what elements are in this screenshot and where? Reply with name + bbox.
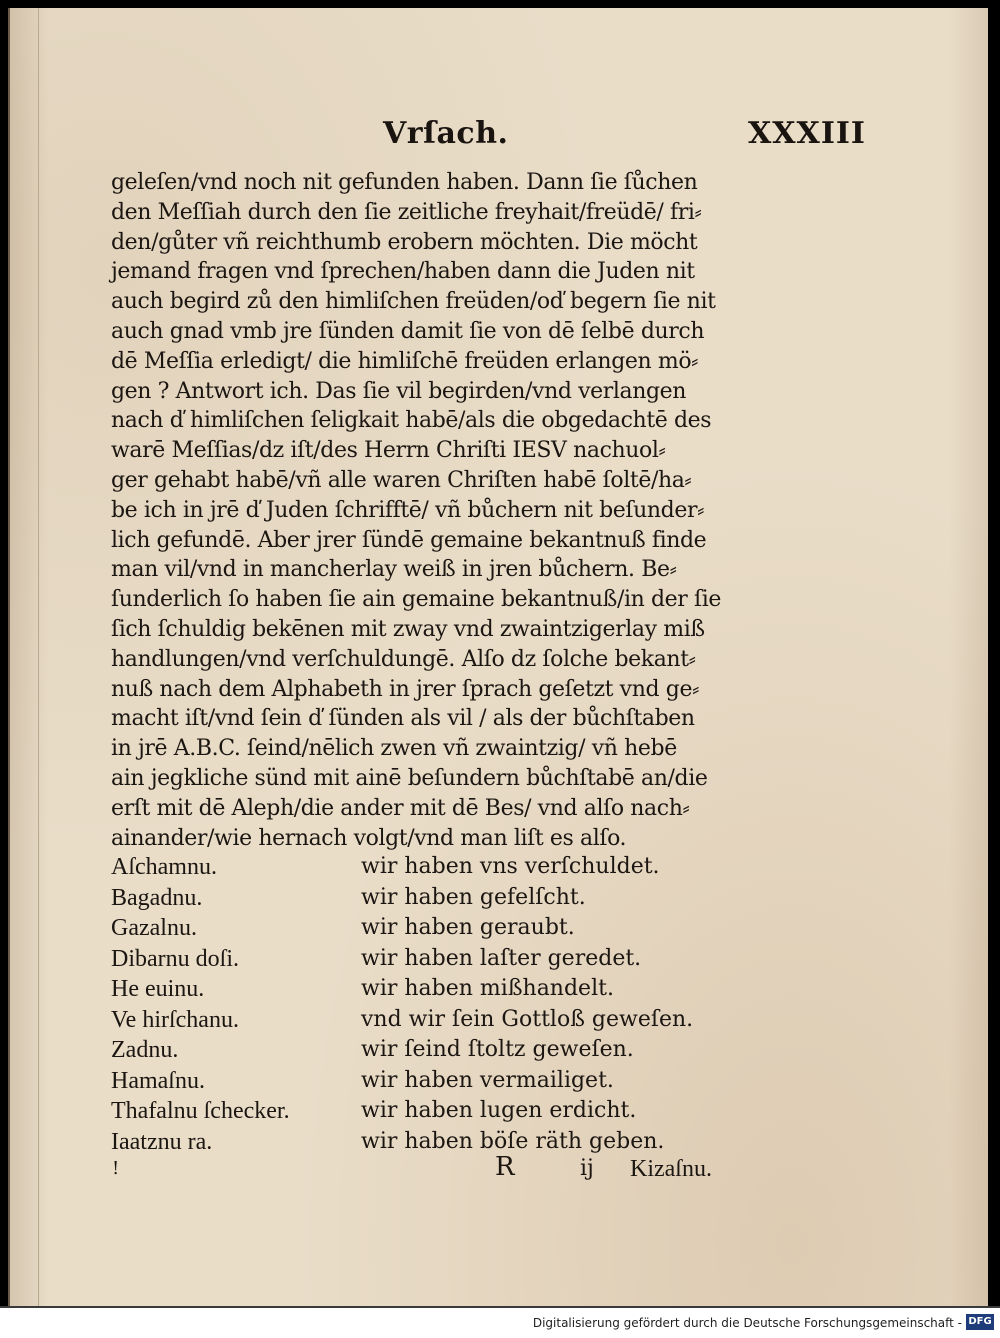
text-line: nach ď himliſchen ſeligkait habē/als die obgedachtē des — [111, 408, 712, 434]
text-line: den/gůter vñ reichthumb erobern möchten. Die möcht — [111, 229, 698, 255]
german-translation: wir haben mißhandelt. — [361, 976, 614, 1001]
gutter-line — [38, 8, 39, 1308]
body-text — [111, 168, 771, 853]
hebrew-term: Ve hirſchanu. — [111, 1006, 239, 1033]
text-line: be ich in jrē ď Juden ſchrifftē/ vñ bůchern nit beſunder⸗ — [111, 497, 705, 523]
confession-row — [111, 1035, 751, 1066]
text-line: auch begird zů den himliſchen freüden/oď begern ſie nit — [111, 289, 716, 315]
text-line: ain jegkliche sünd mit ainē beſundern bůchſtabē an/die — [111, 765, 708, 791]
text-line: ger gehabt habē/vñ alle waren Chriſten habē ſoltē/ha⸗ — [111, 467, 692, 493]
hebrew-term: Gazalnu. — [111, 915, 197, 941]
hebrew-term: Thafalnu ſchecker. — [111, 1098, 290, 1124]
confession-list — [111, 852, 751, 1157]
german-translation: wir haben lugen erdicht. — [361, 1098, 637, 1123]
confession-row — [111, 1096, 751, 1127]
confession-row — [111, 1005, 751, 1036]
book-page — [8, 8, 988, 1308]
confession-row — [111, 974, 751, 1005]
german-translation: wir haben gefelſcht. — [361, 884, 586, 910]
signature-mark: R — [495, 1152, 515, 1182]
text-line: geleſen/vnd noch nit gefunden haben. Dann ſie ſůchen — [111, 170, 698, 195]
text-line: ſich ſchuldig bekēnen mit zway vnd zwaintzigerlay miß — [111, 616, 705, 642]
confession-row — [111, 913, 751, 944]
german-translation: wir haben laſter geredet. — [361, 945, 642, 971]
text-line: jemand fragen vnd ſprechen/haben dann die Juden nit — [111, 259, 695, 285]
german-translation: vnd wir ſein Gottloß geweſen. — [361, 1006, 694, 1032]
text-line: ainander/wie hernach volgt/vnd man liſt es alſo. — [111, 825, 627, 851]
text-line: den Meſſiah durch den ſie zeitliche freyhait/freüdē/ fri⸗ — [111, 199, 702, 225]
text-line: man vil/vnd in mancherlay weiß in jren bůchern. Be⸗ — [111, 557, 677, 583]
digitization-footer — [0, 1306, 1000, 1338]
hebrew-term: Aſchamnu. — [111, 854, 217, 880]
folio-number: XXXIII — [748, 116, 866, 151]
text-line: macht iſt/vnd ſein ď ſünden als vil / als der bůchſtaben — [111, 706, 695, 732]
text-line: ſunderlich ſo haben ſie ain gemaine bekantnuß/in der ſie — [111, 587, 722, 613]
german-translation: wir haben geraubt. — [361, 915, 575, 940]
text-line: dē Meſſia erledigt/ die himliſchē freüden erlangen mö⸗ — [111, 348, 699, 374]
text-line: lich gefundē. Aber jrer ſündē gemaine bekantnuß finde — [111, 527, 707, 553]
hebrew-term: Zadnu. — [111, 1037, 179, 1063]
confession-row — [111, 944, 751, 975]
confession-row — [111, 852, 751, 883]
running-title: Vrſach. — [383, 116, 509, 151]
text-line: nuß nach dem Alphabeth in jrer ſprach geſetzt vnd ge⸗ — [111, 676, 699, 702]
hebrew-term: Dibarnu doſi. — [111, 945, 239, 972]
text-line: erſt mit dē Aleph/die ander mit dē Bes/ vnd alſo nach⸗ — [111, 795, 690, 821]
hebrew-term: Iaatznu ra. — [111, 1128, 213, 1155]
funding-credit: Digitalisierung gefördert durch die Deutsche Forschungsgemeinschaft - — [532, 1316, 962, 1330]
text-line: in jrē A.B.C. ſeind/nēlich zwen vñ zwaintzig/ vñ hebē — [111, 736, 677, 762]
dfg-logo: DFG — [966, 1314, 994, 1330]
confession-row — [111, 1066, 751, 1097]
german-translation: wir haben vns verſchuldet. — [361, 854, 660, 879]
hebrew-term: Hamaſnu. — [111, 1067, 205, 1094]
text-line: handlungen/vnd verſchuldungē. Alſo dz ſolche bekant⸗ — [111, 646, 696, 672]
german-translation: wir haben böſe räth geben. — [361, 1128, 665, 1154]
german-translation: wir ſeind ſtoltz geweſen. — [361, 1037, 634, 1062]
signature-number: ij — [580, 1156, 594, 1181]
catchword: Kizaſnu. — [630, 1156, 712, 1182]
confession-row — [111, 883, 751, 914]
margin-mark: ! — [112, 1158, 120, 1179]
german-translation: wir haben vermailiget. — [361, 1067, 614, 1093]
confession-row — [111, 1127, 751, 1158]
hebrew-term: Bagadnu. — [111, 884, 203, 911]
text-line: gen ? Antwort ich. Das ſie vil begirden/vnd verlangen — [111, 378, 687, 404]
text-line: warē Meſſias/dz iſt/des Herrn Chriſti IESV nachuol⸗ — [111, 438, 666, 464]
text-line: auch gnad vmb jre ſünden damit ſie von dē ſelbē durch — [111, 318, 705, 344]
hebrew-term: He euinu. — [111, 976, 205, 1002]
